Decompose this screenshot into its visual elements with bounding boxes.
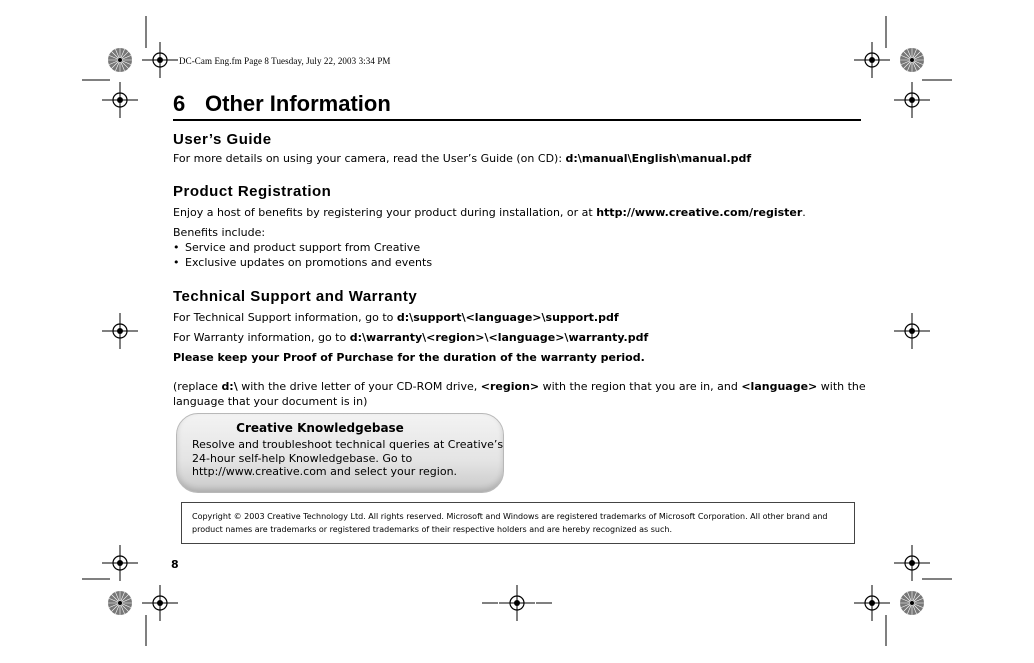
proof-notice-text: Please keep your Proof of Purchase for the duration of the warranty period.: [173, 351, 645, 364]
copyright-box: [181, 502, 855, 544]
knowledgebase-line: Resolve and troubleshoot technical queries at Creative’s: [192, 438, 504, 451]
replace-note-line-1: [173, 380, 866, 393]
users-guide-path: d:\manual\English\manual.pdf: [565, 152, 752, 165]
knowledgebase-callout: [176, 413, 504, 493]
support-heading: Technical Support and Warranty: [173, 288, 418, 305]
bullet: •: [173, 256, 180, 269]
registration-heading: Product Registration: [173, 183, 332, 200]
proof-notice: [173, 351, 645, 364]
copyright-line: product names are trademarks or registered trademarks of their respective holders and are hereby recognized as such.: [192, 525, 672, 534]
benefit-text: Exclusive updates on promotions and events: [185, 256, 433, 269]
knowledgebase-line: 24-hour self-help Knowledgebase. Go to: [192, 452, 413, 465]
registration-url-suffix: .: [802, 206, 806, 219]
chapter-number: 6: [173, 91, 186, 116]
registration-url: http://www.creative.com/register: [596, 206, 803, 219]
benefits-label: Benefits include:: [173, 226, 266, 239]
users-guide-sentence: For more details on using your camera, read the User’s Guide (on CD):: [173, 152, 566, 165]
benefit-text: Service and product support from Creative: [185, 241, 421, 254]
page-number: 8: [171, 558, 179, 571]
bullet: •: [173, 241, 180, 254]
support-sentence: For Technical Support information, go to: [173, 311, 397, 324]
registration-text: [173, 206, 806, 219]
users-guide-heading: User’s Guide: [173, 131, 272, 148]
replace-text: with the drive letter of your CD-ROM drive,: [237, 380, 481, 393]
registration-sentence: Enjoy a host of benefits by registering your product during installation, or at: [173, 206, 597, 219]
document-slug: DC-Cam Eng.fm Page 8 Tuesday, July 22, 2003 3:34 PM: [179, 56, 391, 66]
replace-region: <region>: [480, 380, 540, 393]
replace-note-line-2: language that your document is in): [173, 395, 368, 408]
benefit-item: [173, 241, 420, 254]
warranty-text: [173, 331, 648, 344]
replace-drive: d:\: [221, 380, 238, 393]
chapter-heading: [173, 91, 861, 121]
support-text: [173, 311, 619, 324]
knowledgebase-title: Creative Knowledgebase: [236, 421, 404, 435]
replace-language: <language>: [741, 380, 818, 393]
copyright-line: Copyright © 2003 Creative Technology Ltd. All rights reserved. Microsoft and Windows are registered trademarks of Microsoft Corporation. All other brand and: [192, 512, 828, 521]
chapter-title: Other Information: [205, 91, 391, 116]
replace-text: with the: [817, 380, 866, 393]
warranty-path: d:\warranty\<region>\<language>\warranty.pdf: [349, 331, 649, 344]
knowledgebase-line: http://www.creative.com and select your region.: [192, 465, 458, 478]
replace-text: (replace: [173, 380, 222, 393]
replace-text: with the region that you are in, and: [539, 380, 742, 393]
users-guide-text: [173, 152, 751, 165]
warranty-sentence: For Warranty information, go to: [173, 331, 350, 344]
support-path: d:\support\<language>\support.pdf: [396, 311, 619, 324]
benefit-item: [173, 256, 432, 269]
